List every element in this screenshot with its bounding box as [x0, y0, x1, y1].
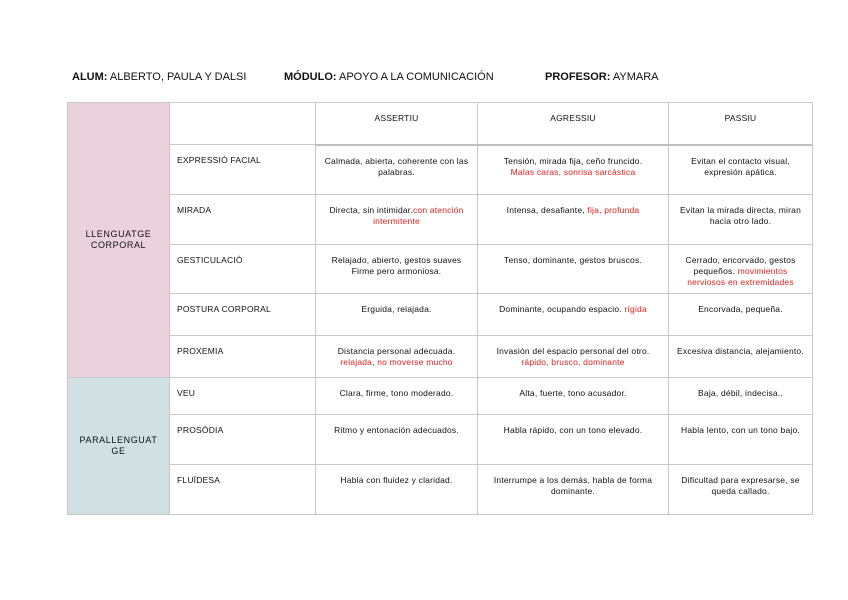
group-llenguatge-corporal	[68, 103, 170, 378]
cell-text: Directa, sin intimidar.	[329, 205, 413, 215]
group-label: LLENGUATGE CORPORAL	[85, 229, 152, 250]
cell-text: Dominante, ocupando espacio.	[499, 304, 625, 314]
cell-passiu	[669, 195, 813, 245]
cell-assertiu	[316, 245, 478, 294]
table-header-row	[68, 103, 813, 145]
table-row	[68, 465, 813, 515]
cell-text: Excesiva distancia, alejamiento.	[677, 346, 804, 356]
cell-note: Malas caras, sonrisa sarcástica	[510, 166, 636, 177]
cell-passiu	[669, 336, 813, 378]
alum-field	[72, 71, 246, 83]
table-row	[68, 245, 813, 294]
cell-passiu	[669, 415, 813, 465]
modulo-label: MÓDULO:	[284, 71, 337, 83]
table-row	[68, 336, 813, 378]
cell-passiu	[669, 294, 813, 336]
cell-assertiu	[316, 465, 478, 515]
corner-cell	[170, 103, 316, 145]
cell-agressiu	[478, 195, 669, 245]
cell-assertiu	[316, 336, 478, 378]
cell-note: relajada, no moverse mucho	[340, 357, 453, 367]
cell-assertiu	[316, 378, 478, 415]
group-parallenguatge	[68, 378, 170, 515]
cell-note: con atención intermitente	[373, 205, 464, 226]
row-label: POSTURA CORPORAL	[170, 294, 316, 336]
cell-note: fija, profunda	[587, 205, 640, 215]
cell-text: Encorvada, pequeña.	[698, 304, 783, 314]
cell-assertiu	[316, 195, 478, 245]
cell-text: Invasión del espacio personal del otro.	[496, 346, 650, 356]
row-label: MIRADA	[170, 195, 316, 245]
cell-text: Erguida, relajada.	[361, 304, 432, 314]
table-row	[68, 145, 813, 195]
cell-assertiu	[316, 145, 478, 195]
cell-note: rígida	[624, 304, 647, 314]
table-row	[68, 195, 813, 245]
cell-text: Evitan la mirada directa, miran hacia otro lado.	[680, 205, 801, 226]
cell-passiu	[669, 465, 813, 515]
cell-text: Calmada, abierta, coherente con las palabras.	[324, 155, 469, 177]
cell-text: Alta, fuerte, tono acusador.	[519, 388, 627, 398]
cell-agressiu	[478, 145, 669, 195]
cell-agressiu	[478, 294, 669, 336]
cell-text: Evitan el contacto visual, expresión apática.	[691, 155, 790, 177]
alum-value: ALBERTO, PAULA Y DALSI	[107, 71, 247, 83]
cell-text: Ritmo y entonación adecuados.	[334, 425, 459, 435]
cell-text: Tensión, mirada fija, ceño fruncido.	[503, 155, 643, 166]
cell-passiu	[669, 245, 813, 294]
cell-agressiu	[478, 245, 669, 294]
modulo-field	[284, 71, 494, 83]
cell-text: Interrumpe a los demás, habla de forma dominante.	[493, 475, 653, 496]
cell-text: Habla rápido, con un tono elevado.	[503, 425, 643, 435]
cell-passiu	[669, 145, 813, 195]
row-label: PROXEMIA	[170, 336, 316, 378]
modulo-value: APOYO A LA COMUNICACIÓN	[336, 71, 494, 83]
column-header-agressiu: AGRESSIU	[478, 103, 669, 145]
cell-note: movimientos nerviosos en extremidades	[687, 266, 794, 287]
cell-text: Clara, firme, tono moderado.	[339, 388, 454, 398]
group-label: PARALLENGUATGE	[79, 435, 158, 456]
table-row	[68, 294, 813, 336]
row-label: VEU	[170, 378, 316, 415]
cell-text: Distancia personal adecuada.	[337, 346, 456, 356]
cell-text: Habla lento, con un tono bajo.	[681, 425, 800, 435]
cell-text: Relajado, abierto, gestos suaves Firme pero armoniosa.	[331, 255, 462, 276]
table-row	[68, 415, 813, 465]
row-label: GESTICULACIÓ	[170, 245, 316, 294]
communication-styles-table	[67, 102, 813, 515]
table-row	[68, 378, 813, 415]
profesor-field	[545, 71, 659, 83]
cell-agressiu	[478, 415, 669, 465]
document-header	[72, 71, 792, 87]
cell-text: Habla con fluidez y claridad.	[340, 475, 453, 485]
cell-note: rápido, brusco, dominante	[521, 357, 625, 367]
cell-text: Dificultad para expresarse, se queda callado.	[681, 475, 800, 496]
cell-agressiu	[478, 336, 669, 378]
row-label: PROSÒDIA	[170, 415, 316, 465]
cell-agressiu	[478, 465, 669, 515]
cell-passiu	[669, 378, 813, 415]
cell-assertiu	[316, 294, 478, 336]
cell-text: Baja, débil, indecisa..	[698, 388, 783, 398]
profesor-label: PROFESOR:	[545, 71, 611, 83]
row-label: EXPRESSIÓ FACIAL	[170, 145, 316, 195]
cell-text: Cerrado, encorvado, gestos pequeños.	[685, 255, 796, 276]
column-header-passiu: PASSIU	[669, 103, 813, 145]
cell-text: Tenso, dominante, gestos bruscos.	[504, 255, 642, 265]
alum-label: ALUM:	[72, 71, 108, 83]
cell-assertiu	[316, 415, 478, 465]
cell-agressiu	[478, 378, 669, 415]
row-label: FLUÏDESA	[170, 465, 316, 515]
cell-text: Intensa, desafiante,	[506, 205, 588, 215]
profesor-value: AYMARA	[610, 71, 659, 83]
column-header-assertiu: ASSERTIU	[316, 103, 478, 145]
